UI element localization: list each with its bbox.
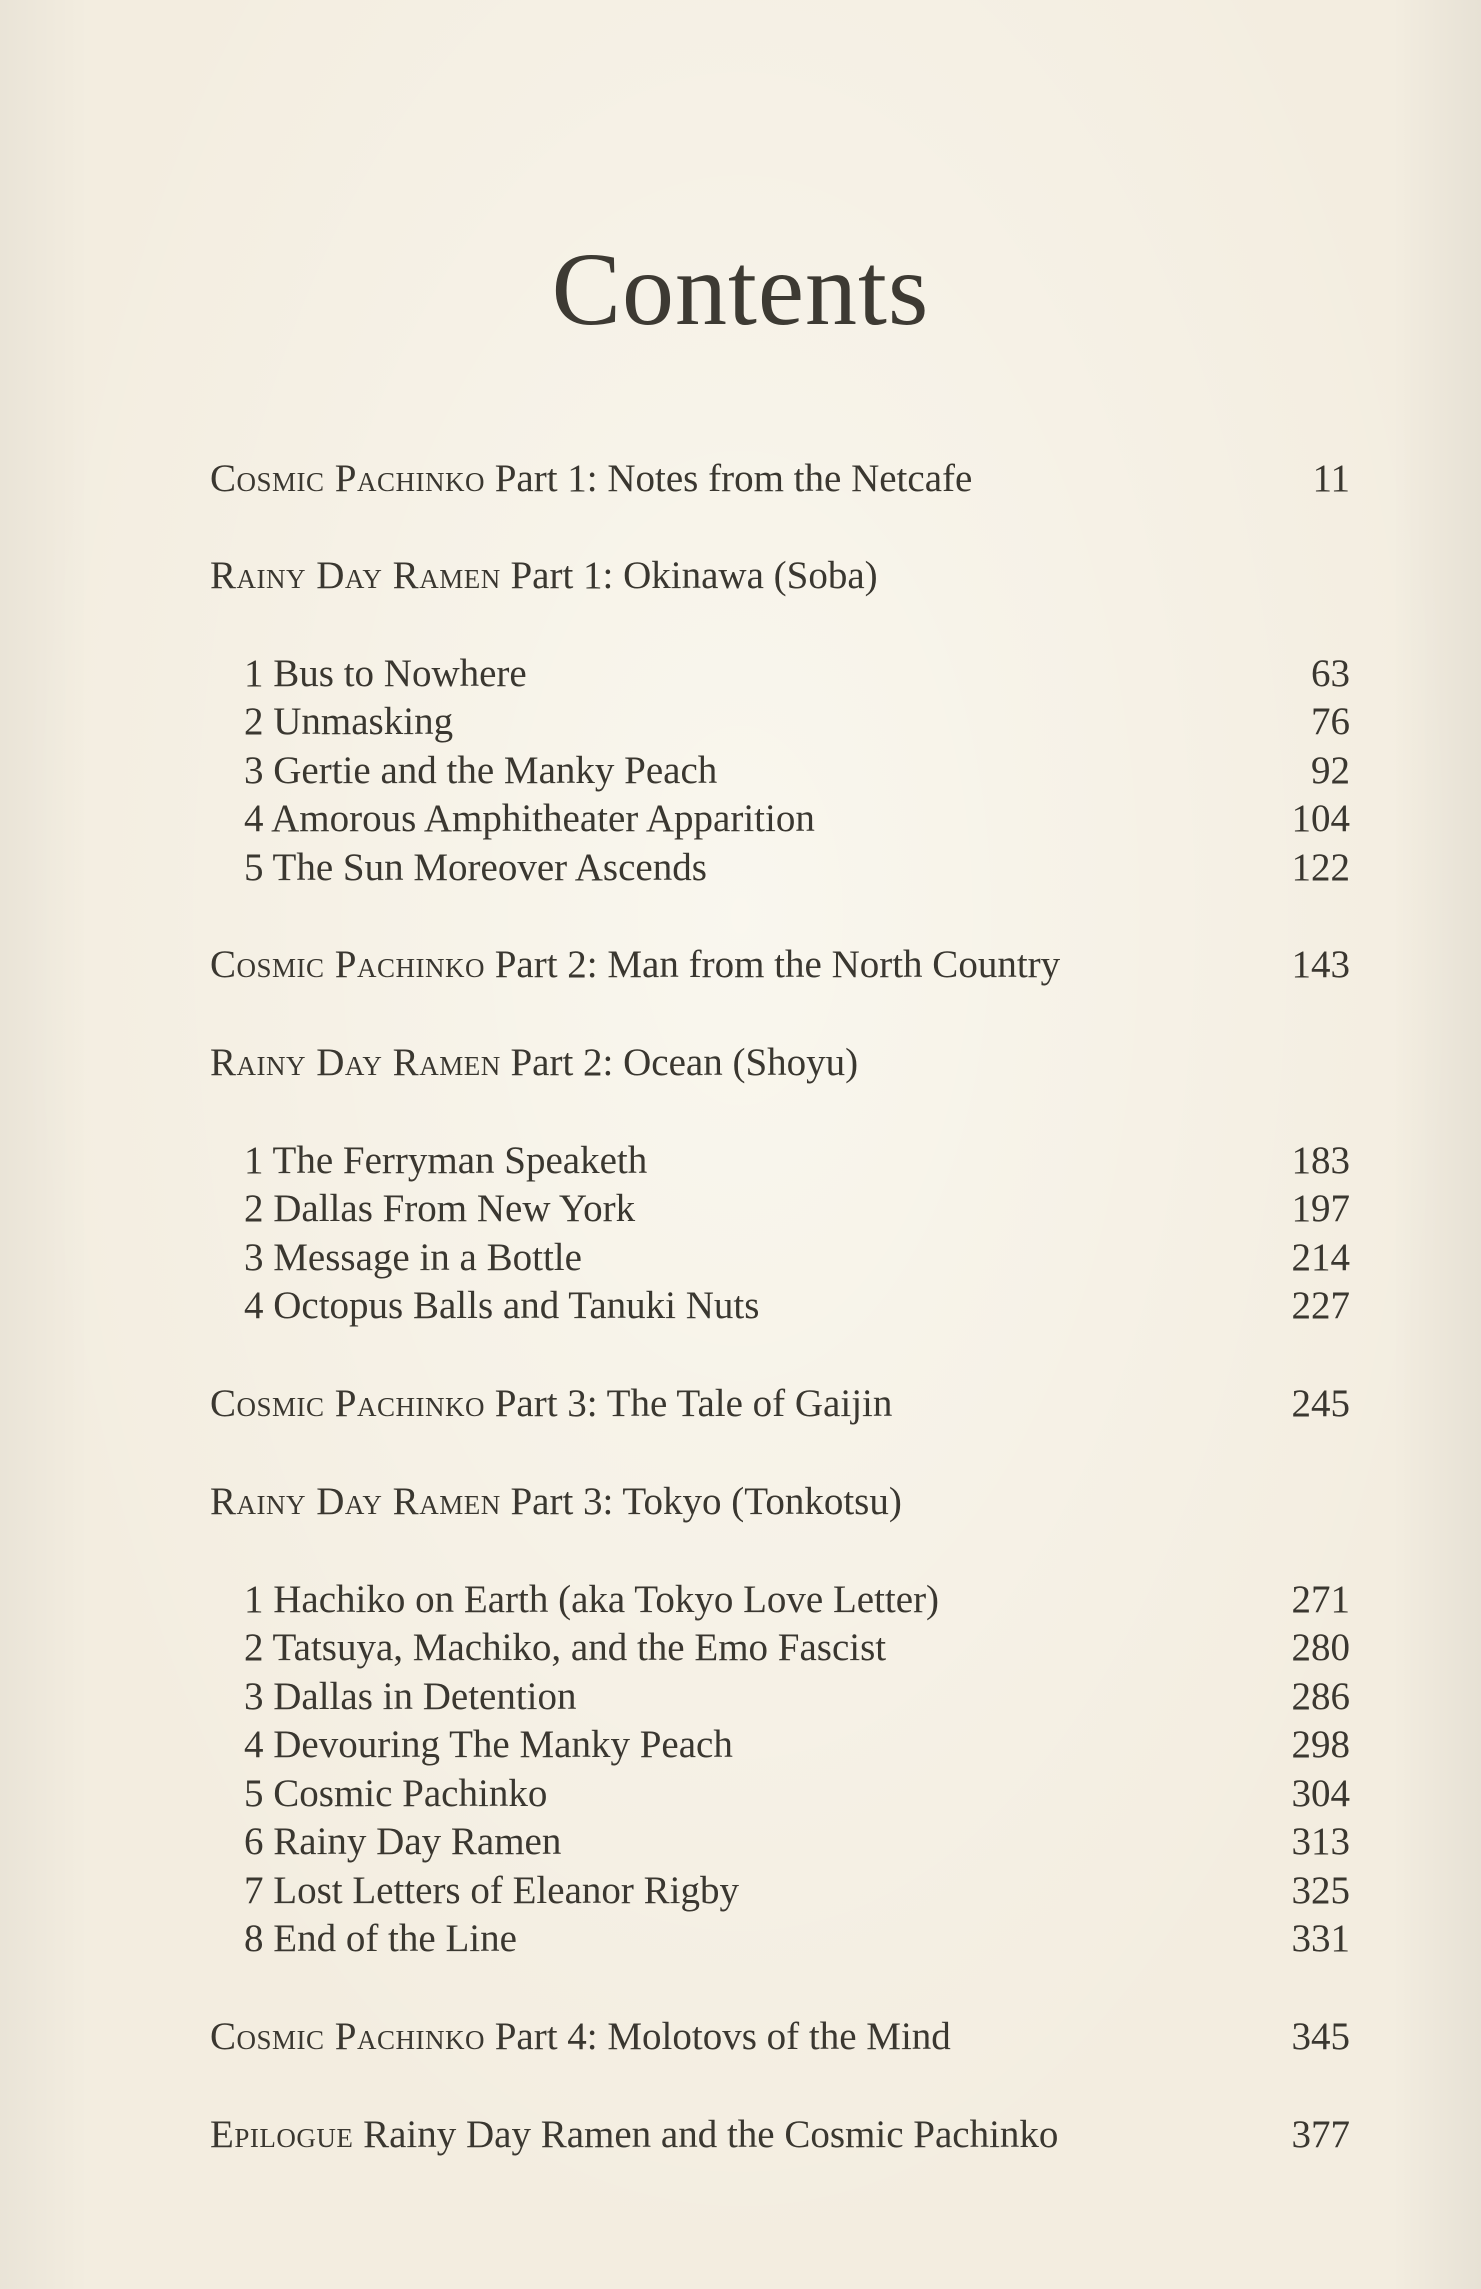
toc-part-entry bbox=[210, 2111, 1350, 2159]
toc-entry-title: Rainy Day Ramen and the Cosmic Pachinko bbox=[363, 2113, 1059, 2156]
toc-chapter-entry bbox=[210, 1770, 1350, 1818]
toc-entry-title: 5 The Sun Moreover Ascends bbox=[244, 846, 707, 889]
toc-chapter-entry bbox=[210, 1282, 1350, 1330]
toc-entry-title: 1 The Ferryman Speaketh bbox=[244, 1139, 648, 1182]
toc-series-name: Rainy Day Ramen bbox=[210, 1480, 501, 1523]
toc-entry-title: 6 Rainy Day Ramen bbox=[244, 1820, 562, 1863]
toc-page-number: 122 bbox=[1291, 846, 1350, 889]
toc-page-number: 197 bbox=[1291, 1187, 1350, 1230]
toc-part-entry bbox=[210, 941, 1350, 989]
toc-page-number: 11 bbox=[1312, 457, 1350, 500]
toc-chapter-entry bbox=[210, 747, 1350, 795]
toc-entry-title: 8 End of the Line bbox=[244, 1917, 517, 1960]
toc-page-number: 280 bbox=[1291, 1626, 1350, 1669]
toc-entry-title: Part 3: Tokyo (Tonkotsu) bbox=[510, 1480, 902, 1523]
toc-page-number: 286 bbox=[1291, 1675, 1350, 1718]
toc-entry-title: 2 Dallas From New York bbox=[244, 1187, 636, 1230]
toc-series-name: Rainy Day Ramen bbox=[210, 1041, 501, 1084]
toc-series-name: Cosmic Pachinko bbox=[210, 943, 485, 986]
toc-chapter-entry bbox=[210, 1915, 1350, 1963]
toc-page-number: 245 bbox=[1291, 1382, 1350, 1425]
toc-entry-title: 4 Amorous Amphitheater Apparition bbox=[244, 797, 815, 840]
toc-chapter-entry bbox=[210, 1234, 1350, 1282]
toc-entry-title: Part 1: Notes from the Netcafe bbox=[494, 457, 973, 500]
toc-chapter-entry bbox=[210, 1576, 1350, 1624]
toc-page-number: 325 bbox=[1291, 1869, 1350, 1912]
toc-entry-title: 3 Message in a Bottle bbox=[244, 1236, 582, 1279]
toc-entry-title: 1 Hachiko on Earth (aka Tokyo Love Letter) bbox=[244, 1578, 940, 1621]
toc-page-number: 331 bbox=[1291, 1917, 1350, 1960]
toc-chapter-entry bbox=[210, 844, 1350, 892]
toc-series-name: Epilogue bbox=[210, 2113, 354, 2156]
toc-page-number: 345 bbox=[1291, 2015, 1350, 2058]
toc-entry-title: 4 Devouring The Manky Peach bbox=[244, 1723, 733, 1766]
toc-page-number: 298 bbox=[1291, 1723, 1350, 1766]
toc-entry-title: 4 Octopus Balls and Tanuki Nuts bbox=[244, 1284, 760, 1327]
toc-chapter-entry bbox=[210, 1137, 1350, 1185]
toc-entry-title: 7 Lost Letters of Eleanor Rigby bbox=[244, 1869, 739, 1912]
toc-part-entry bbox=[210, 552, 1350, 600]
toc-page-number: 304 bbox=[1291, 1772, 1350, 1815]
toc-part-entry bbox=[210, 455, 1350, 503]
toc-page-number: 63 bbox=[1311, 652, 1350, 695]
toc-chapter-entry bbox=[210, 1818, 1350, 1866]
toc-chapter-entry bbox=[210, 650, 1350, 698]
toc-chapter-entry bbox=[210, 1673, 1350, 1721]
toc-entry-title: 1 Bus to Nowhere bbox=[244, 652, 527, 695]
toc-page-number: 183 bbox=[1291, 1139, 1350, 1182]
toc-page-number: 143 bbox=[1291, 943, 1350, 986]
toc-page-number: 313 bbox=[1291, 1820, 1350, 1863]
toc-entry-title: Part 3: The Tale of Gaijin bbox=[494, 1382, 893, 1425]
toc-entry-title: 2 Unmasking bbox=[244, 700, 454, 743]
toc-chapter-entry bbox=[210, 1624, 1350, 1672]
toc-page-number: 271 bbox=[1291, 1578, 1350, 1621]
toc-entry-title: Part 1: Okinawa (Soba) bbox=[510, 554, 878, 597]
toc-entry-title: 2 Tatsuya, Machiko, and the Emo Fascist bbox=[244, 1626, 887, 1669]
toc-chapter-entry bbox=[210, 1185, 1350, 1233]
toc-series-name: Cosmic Pachinko bbox=[210, 1382, 485, 1425]
toc-entry-title: Part 2: Ocean (Shoyu) bbox=[510, 1041, 859, 1084]
toc-page-number: 92 bbox=[1311, 749, 1350, 792]
toc-chapter-entry bbox=[210, 795, 1350, 843]
toc-series-name: Cosmic Pachinko bbox=[210, 457, 485, 500]
toc-entry-title: Part 4: Molotovs of the Mind bbox=[494, 2015, 951, 2058]
toc-entry-title: 3 Gertie and the Manky Peach bbox=[244, 749, 718, 792]
toc-series-name: Cosmic Pachinko bbox=[210, 2015, 485, 2058]
toc-page-number: 377 bbox=[1291, 2113, 1350, 2156]
page-title: Contents bbox=[551, 232, 930, 347]
toc-chapter-entry bbox=[210, 1721, 1350, 1769]
toc-entry-title: 3 Dallas in Detention bbox=[244, 1675, 577, 1718]
toc-part-entry bbox=[210, 2013, 1350, 2061]
toc-page-number: 227 bbox=[1291, 1284, 1350, 1327]
toc-page-number: 76 bbox=[1311, 700, 1350, 743]
toc-chapter-entry bbox=[210, 1867, 1350, 1915]
toc-part-entry bbox=[210, 1380, 1350, 1428]
toc-part-entry bbox=[210, 1039, 1350, 1087]
toc-entry-title: Part 2: Man from the North Country bbox=[494, 943, 1061, 986]
toc-page-number: 214 bbox=[1291, 1236, 1350, 1279]
toc-chapter-entry bbox=[210, 698, 1350, 746]
toc-part-entry bbox=[210, 1478, 1350, 1526]
toc-entry-title: 5 Cosmic Pachinko bbox=[244, 1772, 548, 1815]
toc-page-number: 104 bbox=[1291, 797, 1350, 840]
toc-series-name: Rainy Day Ramen bbox=[210, 554, 501, 597]
